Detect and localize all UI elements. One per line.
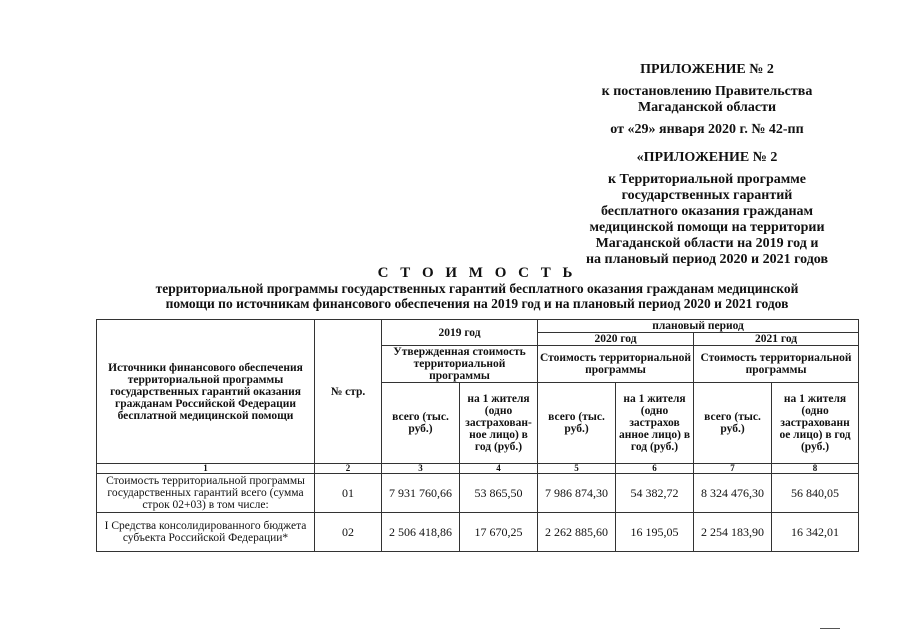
header-approved-cost: Утвержденная стоимость территориальной программы — [382, 346, 538, 383]
row-2021-per-capita: 16 342,01 — [772, 513, 859, 552]
row-2021-total: 2 254 183,90 — [694, 513, 772, 552]
row-2019-per-capita: 17 670,25 — [460, 513, 538, 552]
document-heading — [96, 266, 858, 311]
header-cost-2021: Стоимость территориальной программы — [694, 346, 859, 383]
row-line-number: 02 — [315, 513, 382, 552]
column-number: 5 — [538, 464, 616, 474]
column-number: 6 — [616, 464, 694, 474]
column-number: 8 — [772, 464, 859, 474]
row-2019-per-capita: 53 865,50 — [460, 474, 538, 513]
column-number: 7 — [694, 464, 772, 474]
header-per-capita-2020: на 1 жителя (одно застрахов анное лицо) в год (руб.) — [616, 383, 694, 464]
inner-appendix-line: государственных гарантий — [621, 188, 793, 203]
table-row — [97, 513, 859, 552]
header-2021: 2021 год — [694, 333, 859, 346]
inner-appendix-title: «ПРИЛОЖЕНИЕ № 2 — [636, 150, 778, 165]
row-2020-per-capita: 54 382,72 — [616, 474, 694, 513]
heading-title: С Т О И М О С Т Ь — [377, 265, 577, 281]
appendix-title: ПРИЛОЖЕНИЕ № 2 — [640, 62, 774, 77]
row-2019-total: 7 931 760,66 — [382, 474, 460, 513]
header-2020: 2020 год — [538, 333, 694, 346]
row-2020-per-capita: 16 195,05 — [616, 513, 694, 552]
inner-appendix-line: медицинской помощи на территории — [589, 220, 825, 235]
appendix-block — [557, 62, 857, 268]
column-numbers-row — [97, 464, 859, 474]
header-2019: 2019 год — [382, 320, 538, 346]
column-number: 1 — [97, 464, 315, 474]
header-total-2021: всего (тыс. руб.) — [694, 383, 772, 464]
header-source: Источники финансового обеспечения территориальной программы государственных гарантий оказания гражданам Российской Федерации бесплатной медицинской помощи — [97, 320, 315, 464]
appendix-line-1: к постановлению Правительства — [601, 84, 813, 99]
column-number: 2 — [315, 464, 382, 474]
column-number: 4 — [460, 464, 538, 474]
row-2019-total: 2 506 418,86 — [382, 513, 460, 552]
appendix-line-3: от «29» января 2020 г. № 42-пп — [610, 122, 804, 137]
inner-appendix-line: Магаданской области на 2019 год и — [595, 236, 819, 251]
inner-appendix-line: к Территориальной программе — [607, 172, 807, 187]
cost-table — [96, 319, 859, 552]
heading-line-1: территориальной программы государственных гарантий бесплатного оказания гражданам медицинской — [155, 281, 799, 296]
inner-appendix-line: бесплатного оказания гражданам — [600, 204, 814, 219]
header-cost-2020: Стоимость территориальной программы — [538, 346, 694, 383]
header-total-2020: всего (тыс. руб.) — [538, 383, 616, 464]
appendix-line-2: Магаданской области — [637, 100, 777, 115]
row-2021-per-capita: 56 840,05 — [772, 474, 859, 513]
header-planned-period: плановый период — [538, 320, 859, 333]
header-line-number: № стр. — [315, 320, 382, 464]
page-edge-mark — [820, 628, 840, 629]
row-2020-total: 2 262 885,60 — [538, 513, 616, 552]
row-source: Стоимость территориальной программы государственных гарантий всего (сумма строк 02+03) в том числе: — [97, 474, 315, 513]
header-per-capita-2019: на 1 жителя (одно застрахован-ное лицо) в год (руб.) — [460, 383, 538, 464]
row-2020-total: 7 986 874,30 — [538, 474, 616, 513]
row-line-number: 01 — [315, 474, 382, 513]
inner-appendix-line: на плановый период 2020 и 2021 годов — [585, 252, 829, 267]
row-source: I Средства консолидированного бюджета субъекта Российской Федерации* — [97, 513, 315, 552]
header-per-capita-2021: на 1 жителя (одно застрахованн ое лицо) в год (руб.) — [772, 383, 859, 464]
row-2021-total: 8 324 476,30 — [694, 474, 772, 513]
header-total-2019: всего (тыс. руб.) — [382, 383, 460, 464]
column-number: 3 — [382, 464, 460, 474]
heading-line-2: помощи по источникам финансового обеспечения на 2019 год и на плановый период 2020 и 2021 годов — [165, 296, 789, 311]
table-row — [97, 474, 859, 513]
